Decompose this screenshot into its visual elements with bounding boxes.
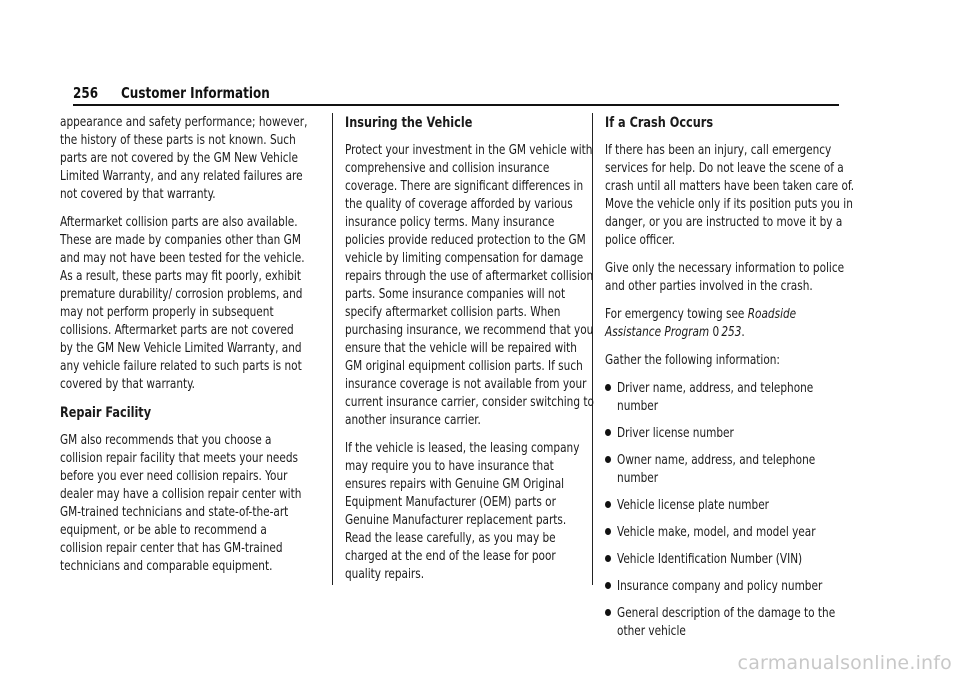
heading-insuring-vehicle: Insuring the Vehicle [345,114,473,131]
towing-period: . [741,324,745,340]
bullet-icon [605,429,611,436]
section-title: Customer Information [121,84,270,102]
page-reference-icon: 0 [712,324,720,340]
list-item-text: Vehicle make, model, and model year [617,524,816,540]
list-item [605,496,854,514]
bullet-icon [605,582,611,589]
roadside-assistance-link[interactable]: Roadside Assistance Program [605,306,797,340]
list-item-text: Driver name, address, and telephone number [617,380,814,414]
list-item-text: Driver license number [617,425,734,441]
bullet-icon [605,501,611,508]
paragraph-necessary-information: Give only the necessary information to police and other parties involved in the crash. [605,260,845,294]
header-rule [73,104,839,106]
page-header [73,82,839,106]
paragraph-parts-history: appearance and safety performance; however, the history of these parts is not known. Such parts are not covered by the GM New Vehicle Limited Warranty, and any related failures are not covered by that warranty. [60,114,308,202]
column-3 [605,113,895,649]
information-list [605,379,854,640]
paragraph-insurance-coverage: Protect your investment in the GM vehicle with comprehensive and collision insurance coverage. There are significant differences in the quality of coverage afforded by various insurance policy terms. Many insurance policies provide reduced protection to the GM vehicle by limiting compensation for damage repairs through the use of aftermarket collision parts. Some insurance companies will not specify aftermarket collision parts. When purchasing insurance, we recommend that you ensure that the vehicle will be repaired with GM original equipment collision parts. If such insurance coverage is not available from your current insurance carrier, consider switching to another insurance carrier. [345,142,594,428]
list-item-text: General description of the damage to the other vehicle [617,605,836,639]
list-item [605,550,854,568]
paragraph-aftermarket-parts: Aftermarket collision parts are also available. These are made by companies other than GM and may not have been tested for the vehicle. As a result, these parts may fit poorly, exhibit premature durability/ corrosion problems, and may not perform properly in subsequent collisions. Aftermarket parts are not covered by the GM New Vehicle Limited Warranty, and any vehicle failure related to such parts is not covered by that warranty. [60,214,305,392]
paragraph-leased-vehicle: If the vehicle is leased, the leasing company may require you to have insurance that ensures repairs with Genuine GM Original Equipment Manufacturer (OEM) parts or Genuine Manufacturer replacement parts. Read the lease carefully, as you may be charged at the end of the lease for poor quality repairs. [345,440,580,582]
bullet-icon [605,555,611,562]
column-1 [60,113,350,585]
watermark: carmanualsonline.info [737,652,952,674]
heading-crash-occurs: If a Crash Occurs [605,114,714,131]
list-item-text: Owner name, address, and telephone number [617,452,816,486]
heading-repair-facility: Repair Facility [60,404,152,421]
list-item [605,577,854,595]
paragraph-repair-facility: GM also recommends that you choose a collision repair facility that meets your needs before you ever need collision repairs. Your dealer may have a collision repair center with GM-trained technicians and state-of-the-art equipment, or be able to recommend a collision repair center that has GM-trained technicians and comparable equipment. [60,432,302,574]
list-item-text: Vehicle Identification Number (VIN) [617,551,803,567]
list-item-text: Vehicle license plate number [617,497,770,513]
list-item [605,451,854,487]
list-item-text: Insurance company and policy number [617,578,823,594]
list-item [605,523,854,541]
bullet-icon [605,384,611,391]
list-item [605,424,854,442]
bullet-icon [605,528,611,535]
list-item [605,379,854,415]
bullet-icon [605,456,611,463]
bullet-icon [605,609,611,616]
column-2 [345,113,635,593]
page-reference-number[interactable]: 253 [721,324,742,340]
list-item [605,604,854,640]
paragraph-gather-information: Gather the following information: [605,352,780,368]
page-number: 256 [73,84,99,102]
paragraph-emergency-towing [605,305,854,341]
paragraph-emergency-services: If there has been an injury, call emergency services for help. Do not leave the scene of a crash until all matters have been taken care of. Move the vehicle only if its position puts you in danger, or you are instructed to move it by a police officer. [605,142,855,248]
towing-text: For emergency towing see [605,306,748,322]
